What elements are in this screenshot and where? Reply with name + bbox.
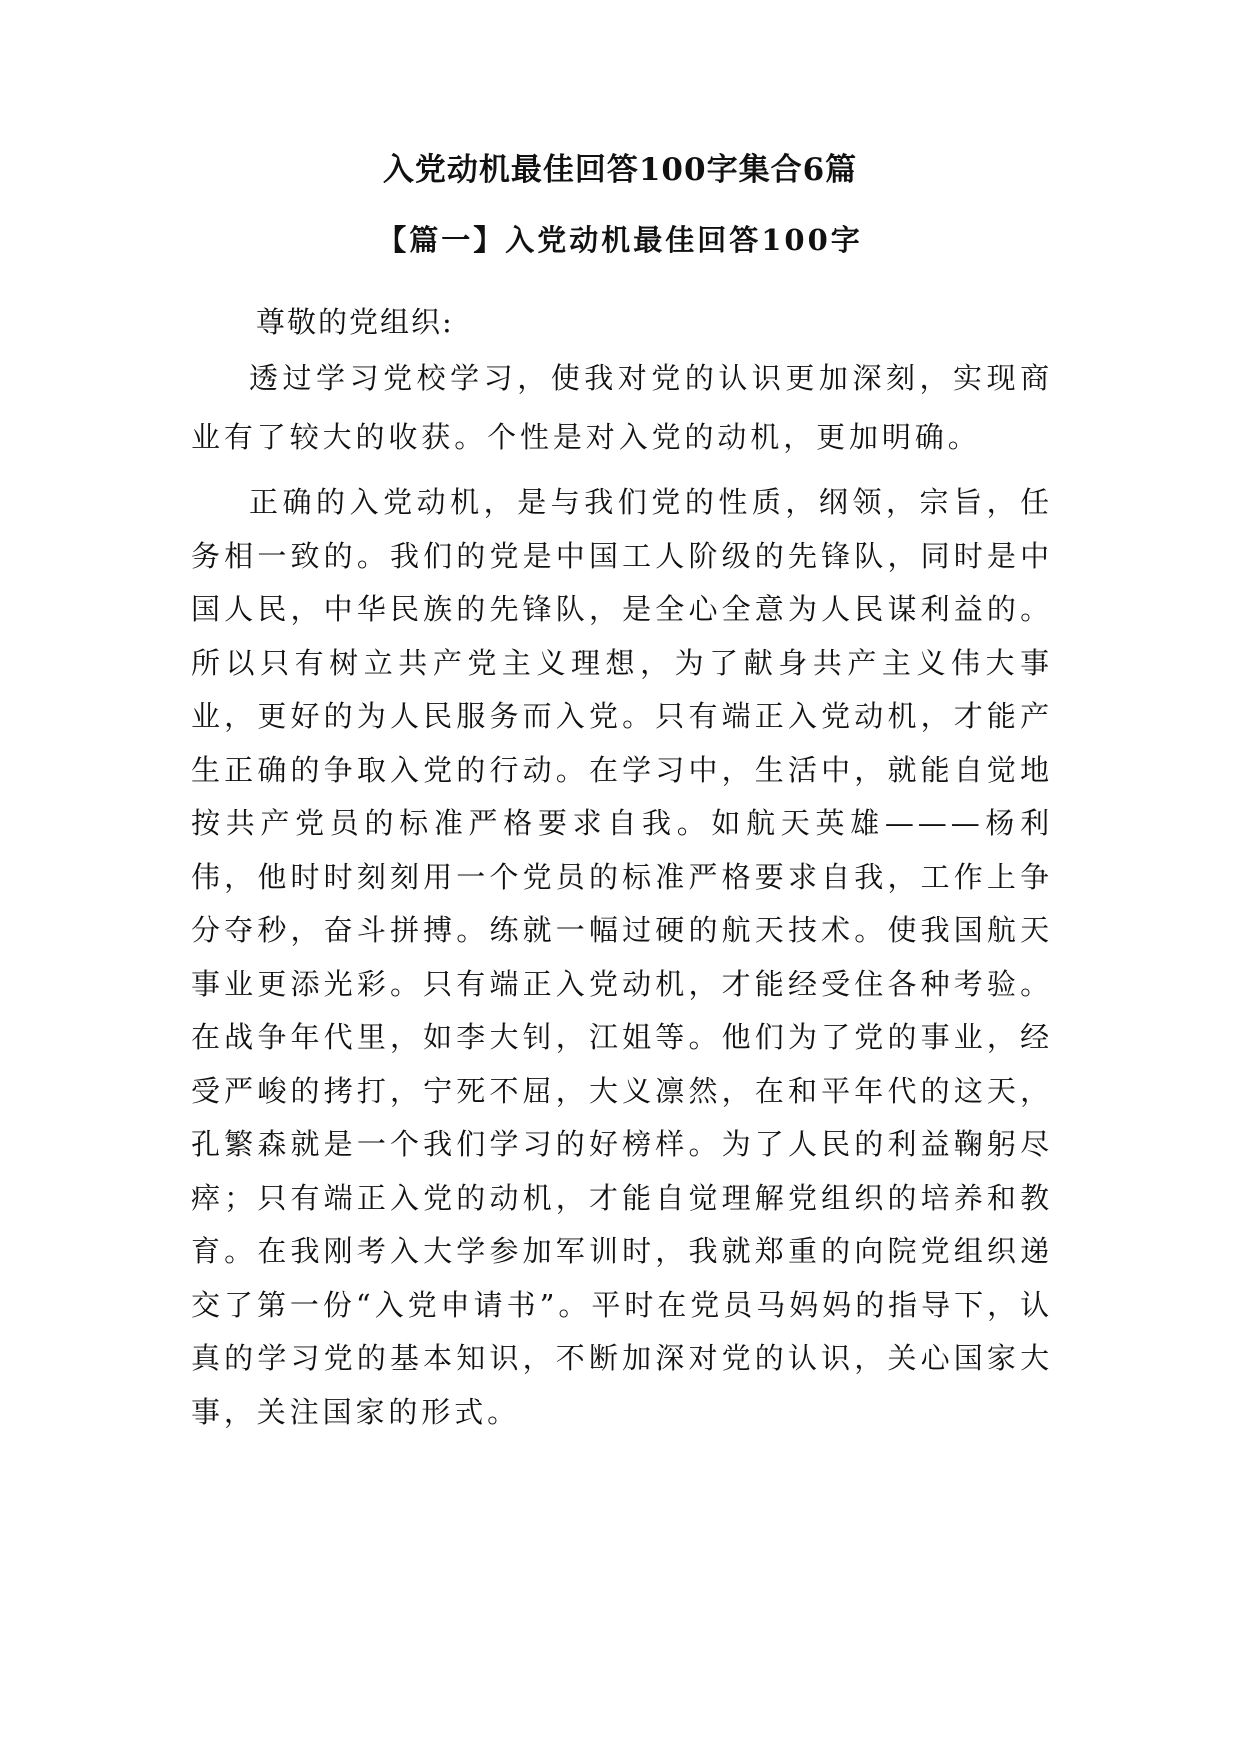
document-title: 入党动机最佳回答100字集合6篇 [382, 152, 858, 188]
body-paragraph-2: 正确的入党动机，是与我们党的性质，纲领，宗旨，任务相一致的。我们的党是中国工人阶级的先锋队，同时是中国人民，中华民族的先锋队，是全心全意为人民谋利益的。所以只有树立共产党主义理想，为了献身共产主义伟大事业，更好的为人民服务而入党。只有端正入党动机，才能产生正确的争取入党的行动。在学习中，生活中，就能自觉地按共产党员的标准严格要求自我。如航天英雄———杨利伟，他时时刻刻用一个党员的标准严格要求自我，工作上争分夺秒，奋斗拼搏。练就一幅过硬的航天技术。使我国航天事业更添光彩。只有端正入党动机，才能经受住各种考验。在战争年代里，如李大钊，江姐等。他们为了党的事业，经受严峻的拷打，宁死不屈，大义凛然，在和平年代的这天，孔繁森就是一个我们学习的好榜样。为了人民的利益鞠躬尽瘁；只有端正入党的动机，才能自觉理解党组织的培养和教育。在我刚考入大学参加军训时，我就郑重的向院党组织递交了第一份“入党申请书”。平时在党员马妈妈的指导下，认真的学习党的基本知识，不断加深对党的认识，关心国家大事，关注国家的形式。 [191, 485, 1053, 1429]
body-paragraph-1: 透过学习党校学习，使我对党的认识更加深刻，实现商业有了较大的收获。个性是对入党的动机，更加明确。 [191, 361, 1053, 454]
salutation: 尊敬的党组织: [256, 305, 454, 339]
section-heading: 【篇一】入党动机最佳回答100字 [377, 223, 863, 257]
